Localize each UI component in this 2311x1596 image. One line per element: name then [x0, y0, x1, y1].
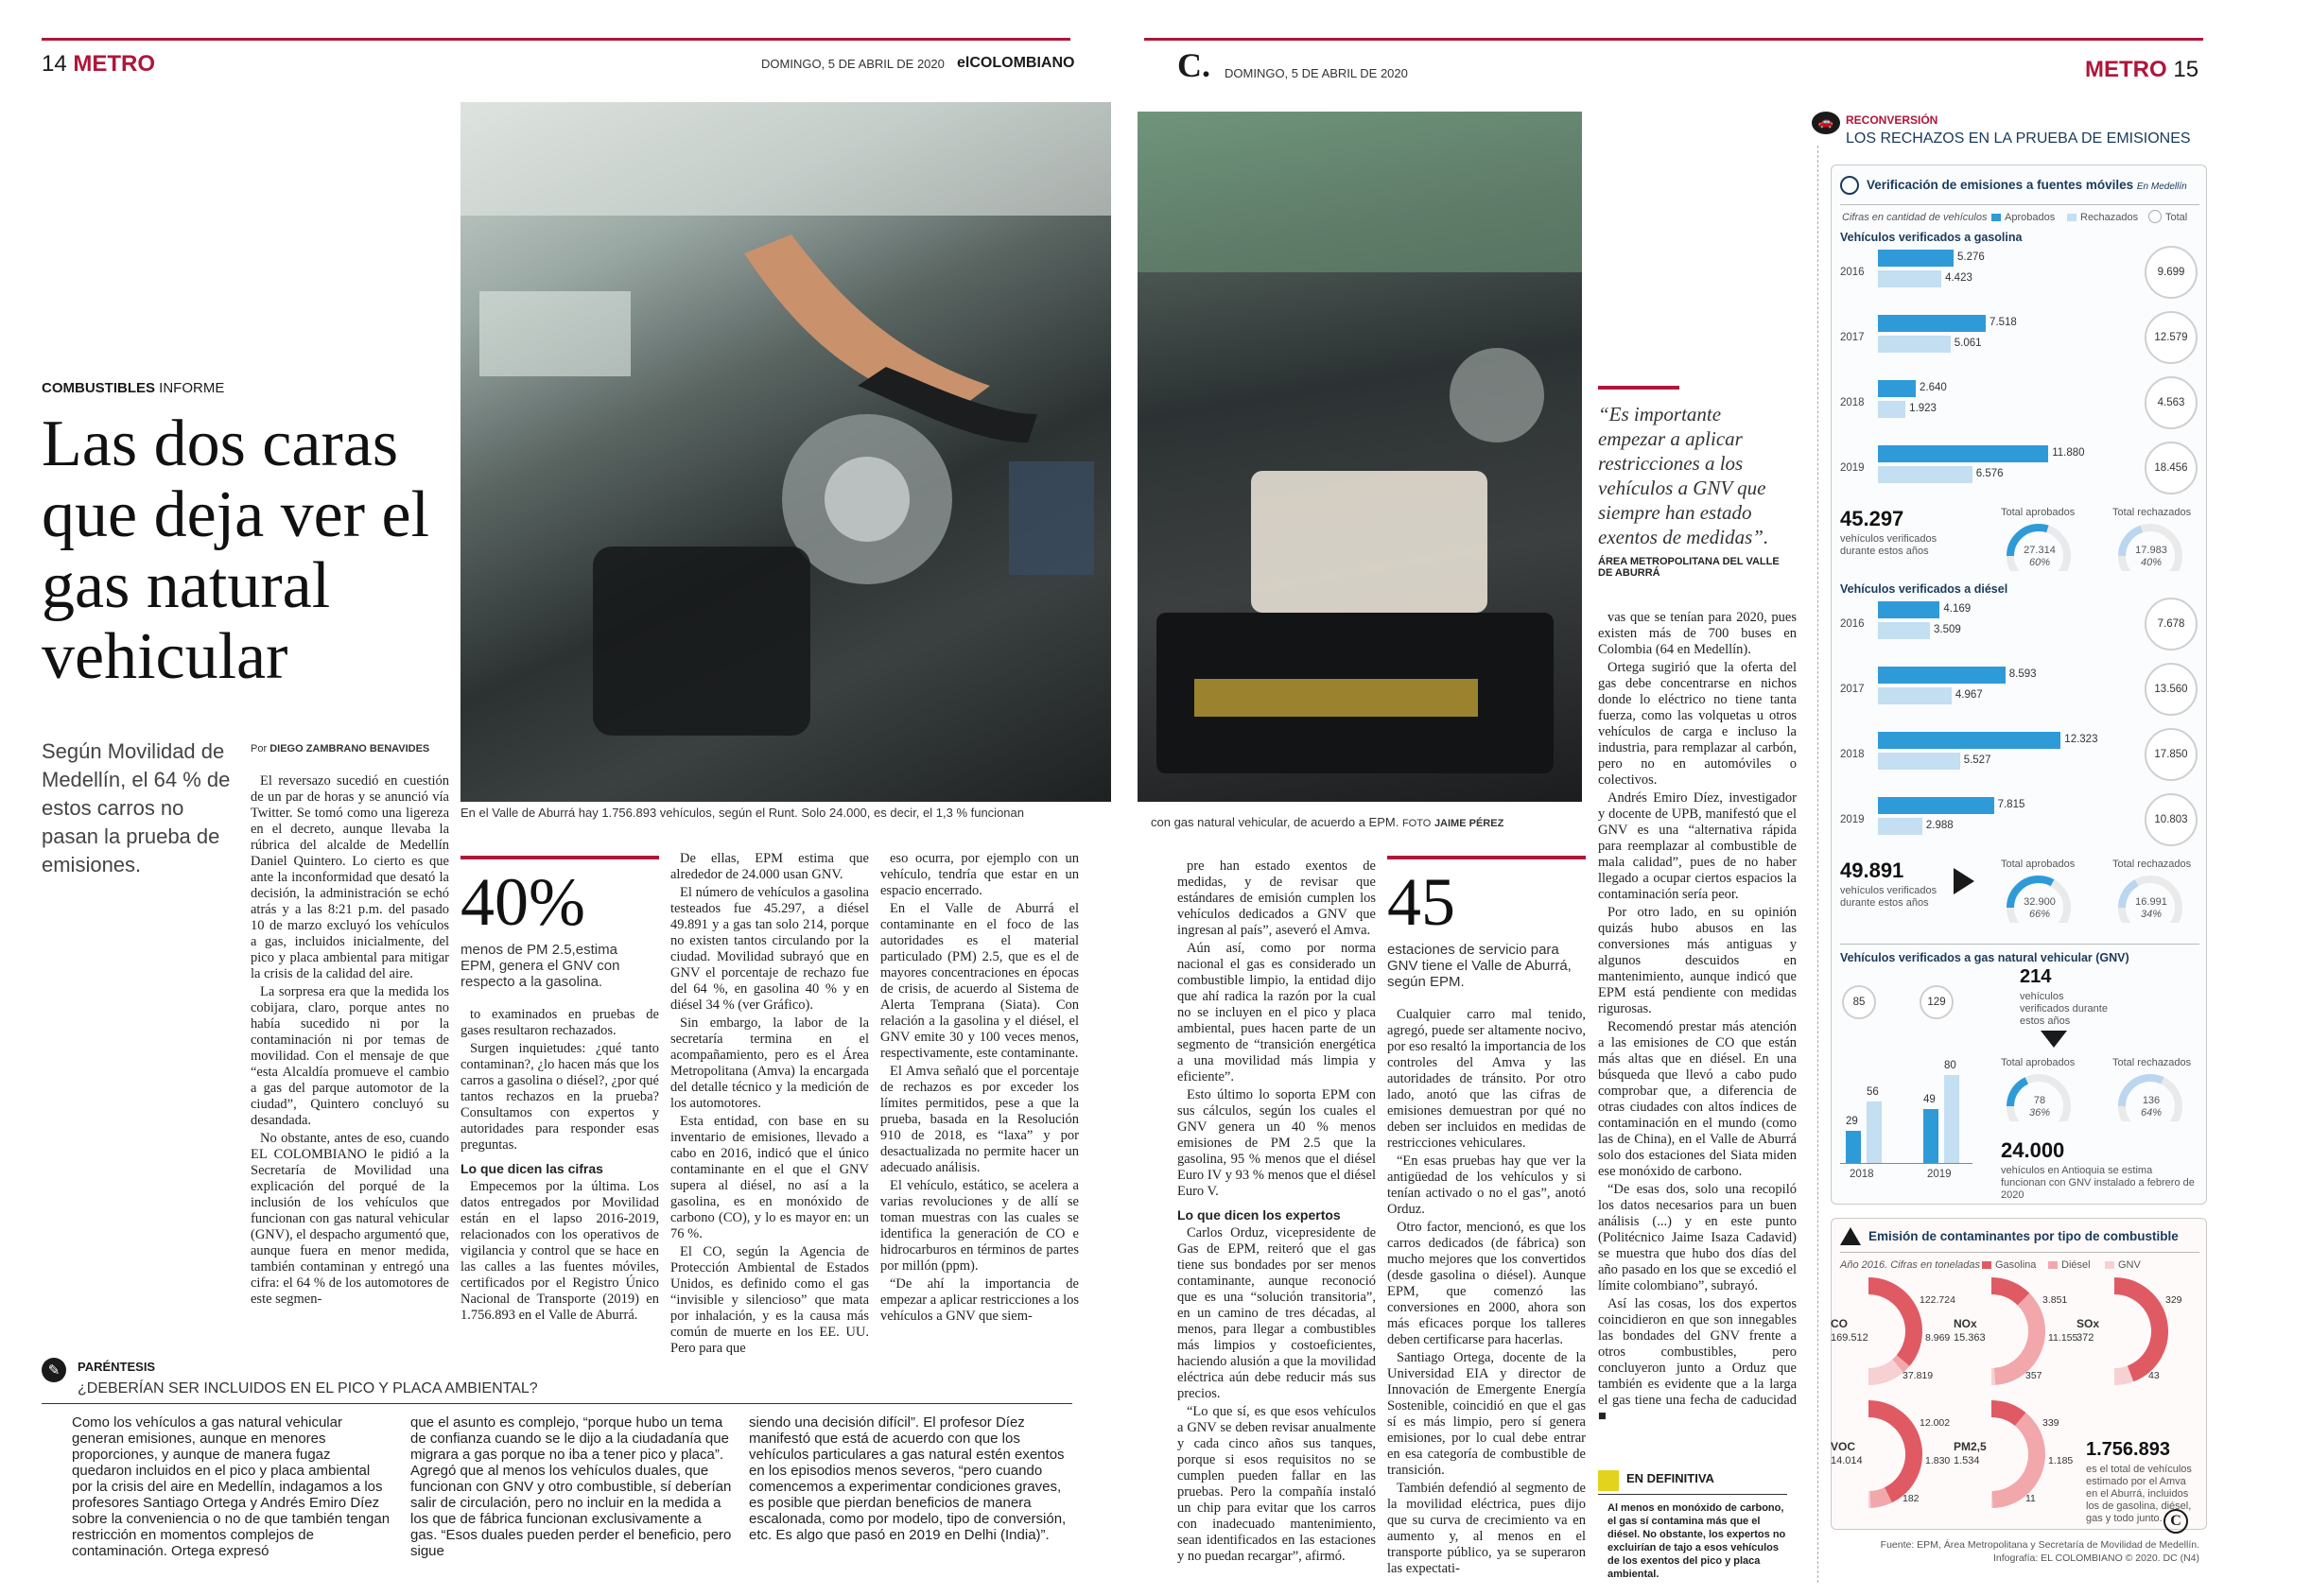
gnv-fleet-value: 24.000 — [2001, 1138, 2065, 1162]
legend-gasolina-swatch — [1982, 1261, 1991, 1269]
gasoline-approved-label: Total aprobados — [2001, 507, 2076, 518]
box1-title-suffix: En Medellín — [2136, 182, 2187, 192]
pollutant-gasolina-value: 3.851 — [2042, 1294, 2068, 1306]
pollutant-arc-diesel — [1992, 1419, 2037, 1500]
diesel-total-circle: 17.850 — [2145, 728, 2198, 781]
pollutant-gnv-value: 182 — [1903, 1493, 1920, 1504]
gasoline-rejected-value: 4.423 — [1945, 272, 1972, 284]
col7-p6: “De esas dos, solo una recopiló los datos necesarios para un buen análisis (...) y en este punto (Politécnico Jaime Isaza Cadavid) se muestra que hubo dos días del año pasado en los que se excedió el límite colombiano”, subrayó. — [1598, 1182, 1797, 1293]
photo-caption-right — [1151, 815, 1586, 829]
parentesis-col3: siendo una decisión difícil”. El profesor Díez manifestó que está de acuerdo con que los vehículos particulares a gas natural estén exentos en los episodios menos severos, “pero cuando comencemos a experimentar condiciones graves, es posible que pierdan beneficios de manera escalonada, como por modelo, tipo de conversión, etc. Es algo que pasó en 2019 en Delhi (India)”. — [749, 1414, 1067, 1543]
diesel-total-note: vehículos verificados durante estos años — [1840, 885, 1937, 909]
body-column-7 — [1598, 610, 1797, 1427]
diesel-approved-pct: 66% — [2028, 909, 2051, 920]
box1-title-text: Verificación de emisiones a fuentes móviles — [1867, 178, 2134, 192]
gnv-title: Vehículos verificados a gas natural vehicular (GNV) — [1840, 951, 2129, 964]
pollutant-gasolina-value: 339 — [2042, 1417, 2059, 1429]
col6-p2: “En esas pruebas hay que ver la antigüedad de los vehículos y si tenían activado o no el gas”, anotó Orduz. — [1387, 1154, 1586, 1217]
gasoline-rejected-value: 1.923 — [1909, 403, 1937, 414]
infographic-credit: Infografía: EL COLOMBIANO © 2020. DC (N4) — [1992, 1553, 2199, 1564]
pollutant-name: PM2,5 — [1954, 1440, 1987, 1453]
diesel-bar-approved — [1878, 601, 1939, 618]
col2-p1: to examinados en pruebas de gases resultaron rechazados. — [460, 1007, 659, 1038]
diesel-rejected-value: 4.967 — [1955, 689, 1983, 701]
car-icon: 🚗 — [1812, 112, 1840, 134]
col3-p3: Sin embargo, la labor de la secretaría termina en el acompañamiento, pero es el Área Metropolitana (Amva) la encargada del detalle técnico y la medición de los automotores. — [670, 1015, 869, 1111]
pollutant-name: NOx — [1954, 1317, 1977, 1330]
arrow-right-icon — [1954, 868, 1974, 894]
gasoline-rejected-pct: 40% — [2140, 557, 2163, 568]
definitivo-text: Al menos en monóxido de carbono, el gas sí contamina más que el diésel. No obstante, los expertos no excluirían de tajo a esos vehículos de los exentos del pico y placa ambiental. — [1607, 1502, 1786, 1580]
definitivo-label: EN DEFINITIVA — [1626, 1471, 1714, 1485]
pull-quote-rule — [1598, 386, 1679, 390]
gasoline-approved-value: 2.640 — [1920, 382, 1947, 393]
gasoline-approved-value — [2016, 545, 2063, 569]
diesel-bar-rejected — [1878, 818, 1922, 835]
parentesis-col2: que el asunto es complejo, “porque hubo un tema de confianza cuando se le dijo a la ciudadanía que migrara a gas porque no iba a tener pico y placa”. Agregó que al menos los vehículos duales, que funcionan con GNV y otro combustible, sí deberían salir de circulación, pero no incluir en la medida a los que de fábrica funcionan exclusivamente a gas. “Esos duales pueden perder el beneficio, pero sigue — [410, 1414, 732, 1559]
diesel-total-circle: 13.560 — [2145, 663, 2198, 716]
magnifier-icon — [1840, 176, 1859, 195]
col3-p1: De ellas, EPM estima que alrededor de 24.000 usan GNV. — [670, 851, 869, 882]
gnv-approved-label: Total aprobados — [2001, 1057, 2076, 1068]
pollutant-gnv-value: 11 — [2025, 1493, 2036, 1504]
gasoline-bar-rejected — [1878, 401, 1905, 418]
col4-p2: En el Valle de Aburrá el contaminante en el foco de las autoridades es el material particulado (PM) 2.5, que es el de mayores concentraciones en épocas de crisis, de acuerdo al Sistema de Alerta Temprana (Siata). Con relación a la gasolina y el diésel, el GNV emite 30 y 100 veces menos, respectivamente, este contaminante. — [880, 901, 1079, 1061]
stat2-value: 45 — [1387, 864, 1455, 940]
gasoline-year: 2019 — [1840, 462, 1865, 474]
gasoline-approved-number: 27.314 — [2024, 545, 2056, 556]
kicker — [42, 380, 224, 396]
warning-icon — [1840, 1227, 1861, 1245]
diesel-rejected-pct: 34% — [2140, 909, 2163, 920]
pollutant-total: 372 — [2076, 1332, 2094, 1344]
photo-caption-right-text: con gas natural vehicular, de acuerdo a EPM. — [1151, 815, 1399, 829]
diesel-rejected-value: 3.509 — [1934, 624, 1961, 635]
photo-caption-left: En el Valle de Aburrá hay 1.756.893 vehículos, según el Runt. Solo 24.000, es decir, el 1,3 % funcionan — [460, 806, 1024, 820]
diesel-year: 2018 — [1840, 749, 1865, 760]
body-column-1 — [251, 773, 449, 1310]
pencil-icon: ✎ — [42, 1358, 66, 1382]
pollutant-arc-gasolina — [2114, 1286, 2160, 1374]
gnv-total-note: vehículos verificados durante estos años — [2020, 991, 2108, 1027]
gasoline-total-circle: 12.579 — [2145, 311, 2198, 364]
col5-p4: Carlos Orduz, vicepresidente de Gas de EPM, reiteró que el gas tiene sus bondades por ser menos contaminante, aunque reconoció que es una “solución transitoria”, en un camino de tres décadas, al menos, para llegar a combustibles más limpios y costoeficientes, haciendo alusión a que la movilidad eléctrica aún debe reducir más sus precios. — [1177, 1225, 1376, 1401]
col3-p5: El CO, según la Agencia de Protección Ambiental de Estados Unidos, es definido como el gas “invisible y silencioso” que mata por inhalación, y es la causa más común de muerte en los EE. UU. Pero para que — [670, 1244, 869, 1356]
gasoline-bar-rejected — [1878, 466, 1972, 483]
pollutant-gasolina-value: 12.002 — [1920, 1417, 1951, 1429]
infographic-source: Fuente: EPM, Área Metropolitana y Secretaría de Movilidad de Medellín. — [1880, 1539, 2199, 1551]
diesel-bar-approved — [1878, 667, 2006, 684]
gasoline-rejected-number: 17.983 — [2135, 545, 2167, 556]
pollutant-arc-diesel — [1870, 1495, 1888, 1500]
diesel-total: 49.891 — [1840, 859, 1904, 882]
gasoline-bar-rejected — [1878, 270, 1941, 287]
pollutant-arc-gasolina — [1991, 1409, 2021, 1419]
pollutant-gnv-value: 37.819 — [1903, 1370, 1934, 1381]
pollutant-arc-gasolina — [1868, 1286, 1914, 1361]
gnv-approved-value: 49 — [1923, 1094, 1936, 1106]
deck: Según Movilidad de Medellín, el 64 % de estos carros no pasan la prueba de emisiones. — [42, 739, 231, 876]
diesel-title: Vehículos verificados a diésel — [1840, 582, 2008, 596]
body-column-5 — [1177, 859, 1376, 1567]
pollutant-total: 169.512 — [1831, 1332, 1868, 1344]
legend-total: Total — [2165, 212, 2188, 223]
diesel-rejected-number: 16.991 — [2135, 896, 2167, 908]
col4-p3: El Amva señaló que el porcentaje de rechazos es por exceder los límites permitidos, pese a que la prueba, basada en la Resolución 910 de 2018, es “laxa” y por desactualizada no permite hacer un adecuado análisis. — [880, 1064, 1079, 1175]
gasoline-year: 2018 — [1840, 397, 1865, 408]
parentesis-rule — [42, 1403, 1072, 1404]
col1-p1: El reversazo sucedió en cuestión de un par de horas y se anunció vía Twitter. Se tomó como una ligereza en el decreto, aunque llevaba la rúbrica del alcalde de Medellín Daniel Quintero. Lo cierto es que ante la inconformidad que desató la decisión, la administración se echó atrás y a las 8:21 p.m. del pasado 10 de marzo excluyó los vehículos a gas, incluidos inicialmente, del pico y placa ambiental para mitigar la crisis de la calidad del aire. — [251, 773, 449, 981]
col7-p7: Así las cosas, los dos expertos coincidieron en que son innegables las bondades del GNV frente a otros combustibles, pero concluyeron junto a Orduz que también es evidente que a la larga el gas tiene una fecha de caducidad ■ — [1598, 1296, 1797, 1424]
legend-approved-swatch — [1991, 214, 2001, 221]
brand-mark-right: C. — [1177, 46, 1210, 84]
engine-photo-art-left — [460, 102, 1111, 802]
legend-total-circle — [2148, 210, 2162, 223]
diesel-year: 2017 — [1840, 684, 1865, 695]
gnv-total: 214 — [2020, 966, 2052, 987]
parentesis-col1: Como los vehículos a gas natural vehicular generan emisiones, aunque en menores proporciones, y aunque de manera fugaz quedaron incluidos en el pico y placa ambiental por la crisis del aire en Medellín, indagamos a los profesores Santiago Ortega y Andrés Emiro Díez sobre la conveniencia o no de que también tengan restricción en momentos complejos de contaminación. Ortega expresó — [72, 1414, 391, 1559]
col5-p1: pre han estado exentos de medidas, y de revisar que estándares de emisión cumplen los vehículos dedicados a GNV que ingresan al país”, aseveró el Amva. — [1177, 859, 1376, 938]
infographic-title: LOS RECHAZOS EN LA PRUEBA DE EMISIONES — [1846, 130, 2191, 147]
diesel-approved-value: 4.169 — [1943, 603, 1972, 615]
gnv-rejected-value: 56 — [1867, 1085, 1879, 1098]
gnv-rejected-value — [2128, 1095, 2175, 1119]
col2-p3: Empecemos por la última. Los datos entregados por Movilidad están en el lapso 2016-2019, relacionados con los operativos de vigilancia y control que se hace en las calles a las fuentes móviles, certificados por el Registro Único Nacional de Transporte (2019) en 1.756.893 en el Valle de Aburrá. — [460, 1179, 659, 1323]
diesel-rejected-value: 2.988 — [1925, 820, 1954, 831]
box2-title: Emisión de contaminantes por tipo de combustible — [1868, 1229, 2179, 1243]
pollutant-gasolina-value: 122.724 — [1920, 1294, 1955, 1306]
col3-p2: El número de vehículos a gasolina testeados fue 45.297, a diésel 49.891 y a gas tan solo 214, porque no existen tantos circulando por la ciudad. Movilidad subrayó que en GNV el porcentaje de rechazo fue del 64 %, en gasolina 40 % y en diésel 34 % (ver Gráfico). — [670, 885, 869, 1013]
page-folio-left — [42, 51, 155, 78]
pollutant-arc-gasolina — [1991, 1286, 2024, 1299]
gasoline-bar-approved — [1878, 380, 1916, 397]
gasoline-year: 2017 — [1840, 332, 1865, 343]
gnv-approved-number: 78 — [2033, 1095, 2046, 1106]
gasoline-approved-value: 7.518 — [1990, 317, 2017, 328]
diesel-bar-rejected — [1878, 622, 1930, 639]
gnv-rejected-value: 80 — [1944, 1059, 1956, 1071]
box1-title — [1867, 178, 2187, 192]
infographic-dashline — [1817, 146, 1818, 1583]
gnv-year: 2019 — [1927, 1169, 1952, 1180]
pull-quote-source: ÁREA METROPOLITANA DEL VALLE DE ABURRÁ — [1598, 556, 1780, 579]
col6-p1: Cualquier carro mal tenido, agregó, puede ser altamente nocivo, por eso resaltó la importancia de los controles del Amva y las autoridades de tránsito. Por otro lado, anotó que las cifras de emisiones demuestran por qué no deben ser incluidos en medidas de restricciones vehiculares. — [1387, 1007, 1586, 1151]
gasoline-rejected-value: 6.576 — [1975, 468, 2004, 479]
col4-p4: El vehículo, estático, se acelera a varias revoluciones y de allí se toman muestras con las cuales se identifica la generación de CO e hidrocarburos en términos de partes por millón (ppm). — [880, 1178, 1079, 1274]
col1-p2: La sorpresa era que la medida los cobijara, claro, porque antes no había sucedido ni por la contaminación ni por temas de movilidad. Con el mensaje de que “esta Alcaldía promueve el cambio a gas del parque automotor de la ciudad”, Quintero concluyó su desandada. — [251, 984, 449, 1128]
diesel-approved-value: 8.593 — [2008, 668, 2037, 680]
box1-rule — [1840, 204, 2199, 205]
diesel-year: 2019 — [1840, 814, 1865, 825]
gasoline-bar-approved — [1878, 250, 1954, 267]
gnv-bar-rejected — [1867, 1102, 1882, 1163]
col7-p4: Por otro lado, en su opinión quizás hubo abusos en las conversiones más antiguas y algunos descuidos en mantenimiento, aunque indicó que EPM está pendiente con medidas rigurosas. — [1598, 905, 1797, 1016]
pollutant-diesel-value: 1.185 — [2048, 1455, 2074, 1466]
col2-p2: Surgen inquietudes: ¿qué tanto contaminan?, ¿lo hacen más que los carros a gasolina o diésel?, ¿por qué tantos rechazos en la prueba? Consultamos con expertos y autoridades para responder esas preguntas. — [460, 1041, 659, 1153]
pollutant-total: 1.534 — [1954, 1455, 1980, 1466]
definitivo-icon — [1598, 1470, 1619, 1491]
diesel-bar-approved — [1878, 797, 1994, 814]
infographic — [1812, 112, 2209, 1564]
diesel-rejected-value — [2128, 896, 2175, 921]
date-right: DOMINGO, 5 DE ABRIL DE 2020 — [1225, 66, 1408, 80]
section-name-right: METRO — [2085, 57, 2167, 82]
gnv-fleet-note: vehículos en Antioquia se estima funcionan con GNV instalado a febrero de 2020 — [2001, 1165, 2195, 1201]
stat2-rule — [1387, 856, 1586, 859]
gasoline-approved-value: 11.880 — [2052, 447, 2085, 459]
pollutant-arc-gasolina — [1868, 1409, 1914, 1495]
legend-rejected-swatch — [2067, 214, 2076, 221]
col4-p5: “De ahí la importancia de empezar a aplicar restricciones a los vehículos a GNV que siem- — [880, 1276, 1079, 1324]
diesel-year: 2016 — [1840, 618, 1865, 630]
parentesis-label: PARÉNTESIS — [78, 1360, 156, 1374]
col4-p1: eso ocurra, por ejemplo con un vehículo, tendría que estar en un espacio encerrado. — [880, 851, 1079, 898]
gasoline-bar-rejected — [1878, 336, 1951, 353]
gnv-bar-approved — [1923, 1109, 1938, 1163]
pollutant-gnv-value: 43 — [2148, 1370, 2160, 1381]
pollutant-arc-gnv — [2114, 1374, 2130, 1377]
gnv-rejected-pct: 64% — [2140, 1107, 2163, 1119]
parentesis-box — [42, 1358, 1072, 1566]
diesel-total-circle: 7.678 — [2145, 598, 2198, 651]
engine-photo-art-right — [1138, 112, 1582, 802]
diesel-approved-value: 12.323 — [2064, 734, 2098, 745]
stat2-note: estaciones de servicio para GNV tiene el Valle de Aburrá, según EPM. — [1387, 942, 1572, 990]
pull-quote: “Es importante empezar a aplicar restricciones a los vehículos a GNV que siempre han estado exentos de medidas”. — [1598, 403, 1769, 548]
pollutant-total: 15.363 — [1954, 1332, 1986, 1344]
pollutant-gasolina-value: 329 — [2165, 1294, 2182, 1306]
legend-diesel-swatch — [2048, 1261, 2058, 1269]
diesel-bar-approved — [1878, 732, 2060, 749]
brand-left: elCOLOMBIANO — [957, 55, 1075, 71]
pollutant-diesel-value: 11.155 — [2048, 1332, 2078, 1344]
pollutant-total: 14.014 — [1831, 1455, 1863, 1466]
pollutant-arc-diesel — [1898, 1361, 1903, 1366]
photo-credit-name: JAIME PÉREZ — [1434, 818, 1504, 829]
legend-approved: Aprobados — [2005, 212, 2056, 223]
col3-p4: Esta entidad, con base en su inventario de emisiones, llevado a cabo en 2016, indicó que el único contaminante en el que el GNV supera al diésel, no así a la gasolina, es en monóxido de carbono (CO), y lo es mayor en: un 76 %. — [670, 1114, 869, 1241]
gasoline-rejected-value — [2128, 545, 2175, 569]
diesel-approved-label: Total aprobados — [2001, 859, 2076, 870]
header-rule-right — [1144, 38, 2203, 41]
definitivo-rule — [1598, 1494, 1787, 1495]
page-number-right: 15 — [2173, 57, 2199, 82]
section-name-left: METRO — [73, 51, 156, 77]
gnv-bar-approved — [1846, 1131, 1861, 1163]
gasoline-approved-value: 5.276 — [1957, 252, 1985, 263]
gasoline-total-circle: 4.563 — [2145, 376, 2198, 429]
col6-p4: Santiago Ortega, docente de la Universidad EIA y director de Innovación de Emergente Energía Sostenible, coincidió en que el gas sí es más limpio, pero sí genera emisiones, por lo cual debe entrar en esa categoría de combustible de transición. — [1387, 1350, 1586, 1478]
gasoline-total-circle: 9.699 — [2145, 246, 2198, 299]
photo-credit-label: FOTO — [1401, 818, 1432, 829]
diesel-total-circle: 10.803 — [2145, 793, 2198, 846]
gasoline-title: Vehículos verificados a gasolina — [1840, 231, 2023, 244]
parentesis-title: ¿DEBERÍAN SER INCLUIDOS EN EL PICO Y PLACA AMBIENTAL? — [78, 1380, 538, 1396]
stat1-rule — [460, 856, 659, 859]
gnv-rule — [1840, 944, 2199, 945]
gnv-rejected-number: 136 — [2142, 1095, 2161, 1106]
gnv-rejected-label: Total rechazados — [2112, 1057, 2192, 1068]
kicker-light: INFORME — [159, 380, 225, 396]
gasoline-rejected-label: Total rechazados — [2112, 507, 2192, 518]
body-column-4 — [880, 851, 1079, 1327]
pollutant-name: VOC — [1831, 1440, 1856, 1453]
pollutant-diesel-value: 1.830 — [1925, 1455, 1951, 1466]
gnv-approved-value — [2016, 1095, 2063, 1119]
gasoline-total-circle: 18.456 — [2145, 442, 2198, 494]
pollutant-gnv-value: 357 — [2025, 1370, 2042, 1381]
fleet-total-note: es el total de vehículos estimado por el Amva en el Aburrá, incluidos los de gasolina, diésel, gas y todo junto. — [2086, 1464, 2192, 1524]
col2-subhead: Lo que dicen las cifras — [460, 1161, 603, 1176]
col7-p2: Ortega sugirió que la oferta del gas debe concentrarse en nichos donde lo eléctrico no tiene tanta fuerza, como las volquetas u otros vehículos de carga e incluso la industria, para remplazar al carbón, pero no en automóviles o colectivos. — [1598, 660, 1797, 788]
pollutant-arc-diesel — [1995, 1299, 2037, 1377]
col5-p3: Esto último lo soporta EPM con sus cálculos, según los cuales el GNV genera un 40 % menos emisiones de PM 2.5 que la gasolina, 95 % menos que el diésel Euro IV y 93 % menos que el diésel Euro V. — [1177, 1087, 1376, 1199]
byline-name: DIEGO ZAMBRANO BENAVIDES — [269, 743, 430, 755]
col6-p5: También defendió al segmento de la movilidad eléctrica, pues dijo que su curva de crecimiento va en aumento y, al menos en el transporte público, ya se superaron las expectati- — [1387, 1481, 1586, 1576]
diesel-approved-value: 7.815 — [1997, 799, 2025, 810]
stat1-value: 40% — [460, 864, 585, 940]
engine-photo-left — [460, 102, 1111, 802]
diesel-rejected-label: Total rechazados — [2112, 859, 2192, 870]
legend-gasolina: Gasolina — [1995, 1259, 2037, 1271]
legend-units: Cifras en cantidad de vehículos — [1842, 212, 1988, 223]
legend-rejected: Rechazados — [2080, 212, 2139, 223]
col6-p3: Otro factor, mencionó, es que los carros dedicados (de fábrica) son mucho mejores que los convertidos (desde gasolina o diésel). Aunque EPM, que comenzó las conversiones en 2000, ahora son más eficaces porque los talleres deben certificarse para hacerlas. — [1387, 1220, 1586, 1347]
gnv-approved-value: 29 — [1846, 1116, 1858, 1128]
col5-p5: “Lo que sí, es que esos vehículos a GNV se deben revisar anualmente y cada cinco años sus tanques, porque si esos requisitos no se cumplen pueden fallar en las pruebas. Pero la compañía instaló un chip para evitar que los carros con inadecuado mantenimiento, sean identificados en las estaciones y no puedan recargar”, afirmó. — [1177, 1404, 1376, 1564]
legend-diesel: Diésel — [2061, 1259, 2091, 1271]
box2-units: Año 2016. Cifras en toneladas — [1840, 1259, 1980, 1271]
gasoline-bar-approved — [1878, 445, 2048, 462]
gasoline-approved-pct: 60% — [2028, 557, 2051, 568]
legend-gnv: GNV — [2118, 1259, 2141, 1271]
col7-p3: Andrés Emiro Díez, investigador y docente de UPB, manifestó que el GNV es una “alternativa rápida para reemplazar al combustible de mala calidad”, pues de no haber llegado a ocupar ciertos espacios la contaminación sería peor. — [1598, 790, 1797, 902]
diesel-approved-number: 32.900 — [2024, 896, 2056, 908]
col5-p2: Aún así, como por norma nacional el gas es considerado un combustible limpio, la entidad dijo que ahí radica la razón por la cual no se incluyen en el pico y placa ambiental, pues hacen parte de un segmento de “transición energética a una movilidad más limpia y eficiente”. — [1177, 941, 1376, 1084]
pollutant-diesel-value: 8.969 — [1925, 1332, 1951, 1344]
gnv-total-circle: 129 — [1920, 985, 1954, 1019]
body-column-3 — [670, 851, 869, 1359]
gasoline-bar-approved — [1878, 315, 1986, 332]
gnv-year: 2018 — [1850, 1169, 1874, 1180]
infographic-kicker: RECONVERSIÓN — [1846, 113, 1938, 127]
diesel-bar-rejected — [1878, 753, 1960, 770]
engine-photo-right — [1138, 112, 1582, 802]
gasoline-total-note: vehículos verificados durante estos años — [1840, 533, 1937, 557]
col7-p5: Recomendó prestar más atención a las emisiones de CO que están más altas que en diésel. En una búsqueda que llevó a cabo pudo comprobar que, a diferencia de otras ciudades con altos índices de contaminación en el mundo (como las de China), en el Valle de Aburrá solo dos estaciones del Siata miden ese monóxido de carbono. — [1598, 1019, 1797, 1179]
page-folio-right — [2085, 57, 2198, 83]
kicker-bold: COMBUSTIBLES — [42, 380, 155, 396]
brand-seal: C — [2163, 1509, 2188, 1534]
pollutant-name: CO — [1831, 1317, 1848, 1330]
byline-prefix: Por — [251, 743, 268, 755]
pollutant-name: SOx — [2076, 1317, 2100, 1330]
body-column-2 — [460, 1007, 659, 1326]
legend-gnv-swatch — [2105, 1261, 2114, 1269]
gasoline-year: 2016 — [1840, 267, 1865, 278]
headline: Las dos caras que deja ver el gas natural vehicular — [42, 408, 430, 693]
gnv-approved-pct: 36% — [2028, 1107, 2051, 1119]
col5-subhead: Lo que dicen los expertos — [1177, 1207, 1341, 1223]
gnv-baseline — [1840, 1163, 1972, 1164]
diesel-bar-rejected — [1878, 687, 1952, 704]
pollutant-arc-gnv — [1868, 1366, 1898, 1377]
gnv-total-circle: 85 — [1842, 985, 1876, 1019]
body-column-6 — [1387, 1007, 1586, 1579]
arrow-down-icon — [2041, 1031, 2067, 1048]
gasoline-rejected-value: 5.061 — [1954, 338, 1982, 349]
fleet-total-value: 1.756.893 — [2086, 1439, 2170, 1460]
header-rule-left — [42, 38, 1070, 41]
col7-p1: vas que se tenían para 2020, pues existen más de 700 buses en Colombia (64 en Medellín). — [1598, 610, 1797, 657]
page-number-left: 14 — [42, 51, 67, 77]
byline — [251, 743, 429, 755]
diesel-approved-value — [2016, 896, 2063, 921]
box2-rule — [1840, 1252, 2199, 1253]
diesel-rejected-value: 5.527 — [1963, 755, 1991, 766]
stat1-note: menos de PM 2.5,estima EPM, genera el GNV con respecto a la gasolina. — [460, 942, 620, 990]
gnv-bar-rejected — [1944, 1075, 1959, 1163]
date-left: DOMINGO, 5 DE ABRIL DE 2020 — [761, 57, 945, 71]
gasoline-total: 45.297 — [1840, 507, 1904, 530]
col1-p3: No obstante, antes de eso, cuando EL COLOMBIANO le pidió a la Secretaría de Movilidad una explicación del porqué de la inclusión de los vehículos que funcionan con gas natural vehicular (GNV), el despacho argumentó que, aunque fuera en menor medida, también contaminan y entregó una cifra: el 64 % de los automotores de este segmen- — [251, 1131, 449, 1307]
